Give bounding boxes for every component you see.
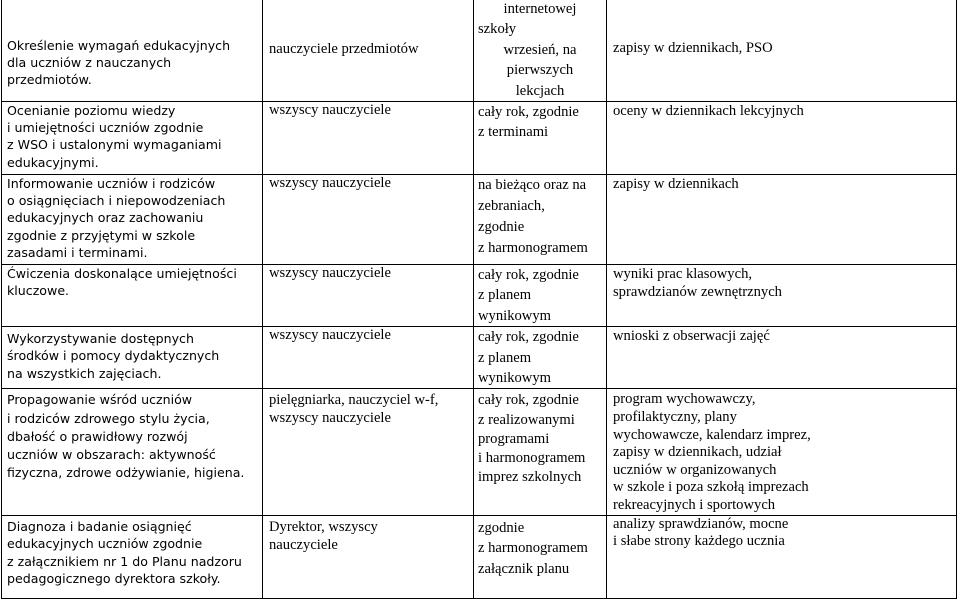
deadline-line: na bieżąco oraz na — [478, 177, 587, 194]
deadline-line: zebraniach, — [478, 198, 545, 215]
task-line: i rodziców zdrowego stylu życia, — [7, 410, 210, 426]
table-row — [2, 515, 957, 598]
responsible-line: Dyrektor, wszyscy — [269, 518, 378, 535]
responsible-cell — [263, 327, 474, 389]
task-cell — [2, 389, 263, 515]
deadline-line: cały rok, zgodnie — [478, 329, 579, 346]
deadline-line: wynikowym — [478, 370, 551, 387]
deadline-line: zgodnie — [478, 519, 525, 536]
deadline-line: i harmonogramem — [478, 450, 586, 467]
task-line: Informowanie uczniów i rodziców — [7, 176, 216, 192]
deadline-cell — [474, 175, 607, 265]
deadline-line: lekcjach — [515, 82, 565, 99]
responsible-cell — [263, 265, 474, 327]
monitoring-line: zapisy w dziennikach, udział — [613, 444, 782, 461]
monitoring-line: sprawdzianów zewnętrznych — [613, 284, 782, 301]
responsible-cell — [263, 515, 474, 598]
monitoring-cell — [607, 102, 957, 175]
responsible-cell — [263, 389, 474, 515]
table-row — [2, 175, 957, 265]
deadline-line: szkoły — [478, 21, 517, 38]
task-line: dla uczniów z nauczanych — [7, 55, 172, 71]
responsible-line: nauczyciele przedmiotów — [269, 41, 419, 57]
task-line: fizyczna, zdrowe odżywianie, higiena. — [7, 465, 245, 481]
deadline-line: cały rok, zgodnie — [478, 392, 579, 409]
task-cell — [2, 102, 263, 175]
task-line: Ocenianie poziomu wiedzy — [7, 103, 176, 119]
monitoring-line: zapisy w dziennikach — [613, 176, 739, 193]
task-line: edukacyjnymi. — [7, 154, 99, 170]
deadline-cell — [474, 102, 607, 175]
monitoring-line: zapisy w dziennikach, PSO — [613, 40, 773, 56]
monitoring-line: wyniki prac klasowych, — [613, 266, 753, 283]
deadline-line: pierwszych — [506, 62, 574, 79]
monitoring-line: oceny w dziennikach lekcyjnych — [613, 103, 804, 120]
task-line: o osiągnięciach i niepowodzeniach — [7, 193, 226, 209]
table-row — [2, 389, 957, 515]
table-row — [2, 0, 957, 102]
task-cell — [2, 175, 263, 265]
deadline-line: programami — [478, 430, 550, 447]
table-row — [2, 265, 957, 327]
responsible-cell — [263, 0, 474, 102]
task-line: z WSO i ustalonymi wymaganiami — [7, 137, 222, 153]
monitoring-cell — [607, 265, 957, 327]
monitoring-cell — [607, 175, 957, 265]
task-cell — [2, 515, 263, 598]
monitoring-line: wnioski z obserwacji zajęć — [613, 328, 770, 345]
monitoring-line: i słabe strony każdego ucznia — [613, 533, 785, 550]
deadline-line: wynikowym — [478, 307, 551, 324]
task-line: i umiejętności uczniów zgodnie — [7, 120, 204, 136]
task-line: dbałość o prawidłowy rozwój — [7, 428, 188, 444]
deadline-line: załącznik planu — [478, 560, 570, 577]
deadline-line: zgodnie — [478, 219, 525, 236]
deadline-cell — [474, 0, 607, 102]
deadline-line: wrzesień, na — [503, 41, 577, 58]
monitoring-cell — [607, 0, 957, 102]
responsible-cell — [263, 102, 474, 175]
responsible-cell — [263, 175, 474, 265]
task-line: Diagnoza i badanie osiągnięć — [7, 518, 192, 534]
deadline-line: z planem — [478, 349, 532, 366]
task-cell — [2, 327, 263, 389]
deadline-line: cały rok, zgodnie — [478, 104, 579, 121]
responsible-line: wszyscy nauczyciele — [269, 265, 391, 282]
deadline-line: internetowej — [503, 1, 577, 17]
task-cell — [2, 0, 263, 102]
deadline-line: z harmonogramem — [478, 540, 588, 557]
deadline-cell — [474, 265, 607, 327]
deadline-line: imprez szkolnych — [478, 469, 582, 486]
task-line: Wykorzystywanie dostępnych — [7, 331, 194, 347]
table-row — [2, 327, 957, 389]
responsible-line: wszyscy nauczyciele — [269, 175, 391, 192]
monitoring-line: wychowawcze, kalendarz imprez, — [613, 426, 811, 443]
responsible-line: wszyscy nauczyciele — [269, 102, 391, 119]
monitoring-cell — [607, 515, 957, 598]
task-line: Ćwiczenia doskonalące umiejętności — [7, 266, 237, 282]
monitoring-line: program wychowawczy, — [613, 391, 756, 408]
monitoring-line: rekreacyjnych i sportowych — [613, 497, 776, 514]
monitoring-line: w szkole i poza szkołą imprezach — [613, 479, 809, 496]
monitoring-cell — [607, 327, 957, 389]
task-line: pedagogicznego dyrektora szkoły. — [7, 571, 221, 587]
responsible-line: wszyscy nauczyciele — [269, 327, 391, 344]
deadline-cell — [474, 389, 607, 515]
task-line: edukacyjnych oraz zachowaniu — [7, 210, 204, 226]
deadline-line: z harmonogramem — [478, 240, 588, 257]
monitoring-line: profilaktyczny, plany — [613, 409, 737, 426]
task-line: Określenie wymagań edukacyjnych — [7, 38, 231, 53]
task-line: zasadami i terminami. — [7, 244, 148, 260]
responsible-line: nauczyciele — [269, 537, 338, 554]
responsible-line: pielęgniarka, nauczyciel w-f, — [269, 392, 439, 409]
deadline-cell — [474, 327, 607, 389]
task-line: edukacyjnych uczniów zgodnie — [7, 536, 203, 552]
monitoring-cell — [607, 389, 957, 515]
task-cell — [2, 265, 263, 327]
deadline-line: z planem — [478, 287, 532, 304]
task-line: zgodnie z przyjętymi w szkole — [7, 227, 196, 243]
deadline-line: z terminami — [478, 124, 549, 141]
deadline-cell — [474, 515, 607, 598]
plan-table — [1, 0, 957, 599]
monitoring-line: uczniów w organizowanych — [613, 461, 777, 478]
task-line: z załącznikiem nr 1 do Planu nadzoru — [7, 553, 242, 569]
task-line: uczniów w obszarach: aktywność — [7, 447, 216, 463]
deadline-line: cały rok, zgodnie — [478, 267, 579, 284]
responsible-line: wszyscy nauczyciele — [269, 410, 391, 427]
table-row — [2, 102, 957, 175]
task-line: na wszystkich zajęciach. — [7, 365, 162, 381]
task-line: przedmiotów. — [7, 72, 92, 88]
task-line: Propagowanie wśród uczniów — [7, 392, 193, 408]
deadline-line: z realizowanymi — [478, 411, 575, 428]
task-line: środków i pomocy dydaktycznych — [7, 348, 220, 364]
task-line: kluczowe. — [7, 283, 70, 299]
monitoring-line: analizy sprawdzianów, mocne — [613, 515, 789, 532]
